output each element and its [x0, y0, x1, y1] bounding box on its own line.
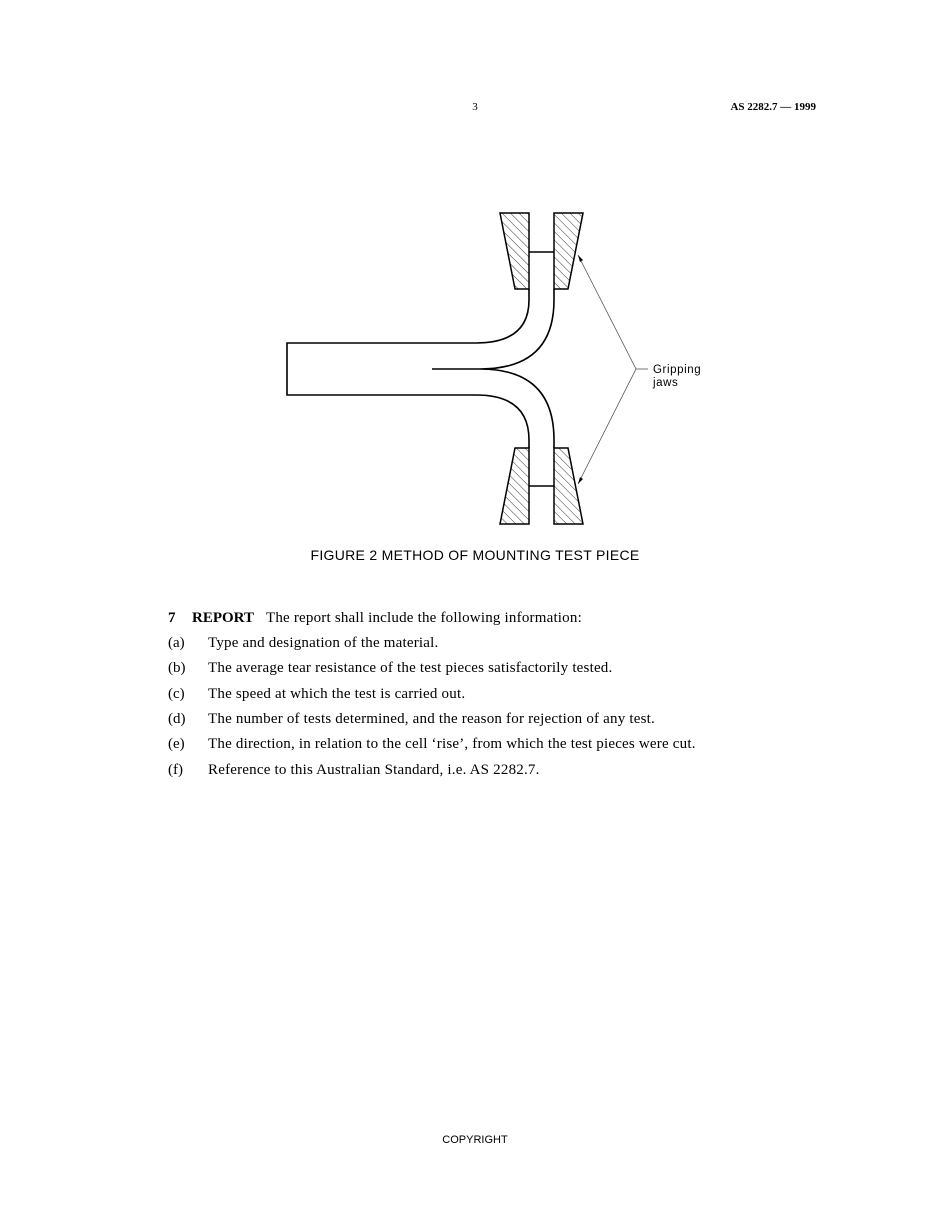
report-intro: The report shall include the following information: — [265, 610, 582, 626]
figure-caption: FIGURE 2 METHOD OF MOUNTING TEST PIECE — [310, 547, 640, 563]
list-item — [168, 711, 655, 728]
list-item — [168, 660, 612, 677]
leader-line-top — [578, 255, 636, 369]
section-title: REPORT — [192, 610, 254, 626]
list-item — [168, 635, 438, 652]
page-number: 3 — [472, 101, 478, 113]
bottom-right-jaw — [554, 448, 583, 524]
list-item — [168, 686, 465, 703]
list-marker: (a) — [168, 635, 185, 651]
list-marker: (e) — [168, 736, 185, 752]
report-heading — [168, 610, 582, 627]
leader-arrow-bottom — [578, 477, 583, 484]
list-text: Type and designation of the material. — [208, 635, 439, 651]
top-left-jaw — [500, 213, 529, 289]
list-text: Reference to this Australian Standard, i.e. AS 2282.7. — [208, 762, 540, 778]
test-piece-figure — [0, 0, 950, 540]
section-number: 7 — [168, 610, 176, 626]
list-marker: (b) — [168, 660, 186, 676]
list-text: The direction, in relation to the cell ‘rise’, from which the test pieces were cut. — [208, 736, 696, 752]
list-marker: (d) — [168, 711, 186, 727]
list-text: The number of tests determined, and the reason for rejection of any test. — [208, 711, 655, 727]
list-text: The speed at which the test is carried out. — [208, 686, 466, 702]
list-item — [168, 736, 696, 753]
copyright-footer: COPYRIGHT — [442, 1134, 508, 1146]
list-marker: (f) — [168, 762, 183, 778]
gripping-jaws-label-line1: Gripping — [653, 364, 702, 376]
gripping-jaws-label-line2: jaws — [653, 377, 679, 389]
list-text: The average tear resistance of the test pieces satisfactorily tested. — [208, 660, 613, 676]
leader-line-bottom — [578, 369, 636, 484]
leader-arrow-top — [578, 255, 583, 262]
bottom-left-jaw — [500, 448, 529, 524]
test-piece-outline — [287, 289, 554, 448]
top-right-jaw — [554, 213, 583, 289]
standard-id: AS 2282.7 — 1999 — [730, 101, 816, 113]
list-marker: (c) — [168, 686, 185, 702]
list-item — [168, 762, 540, 779]
